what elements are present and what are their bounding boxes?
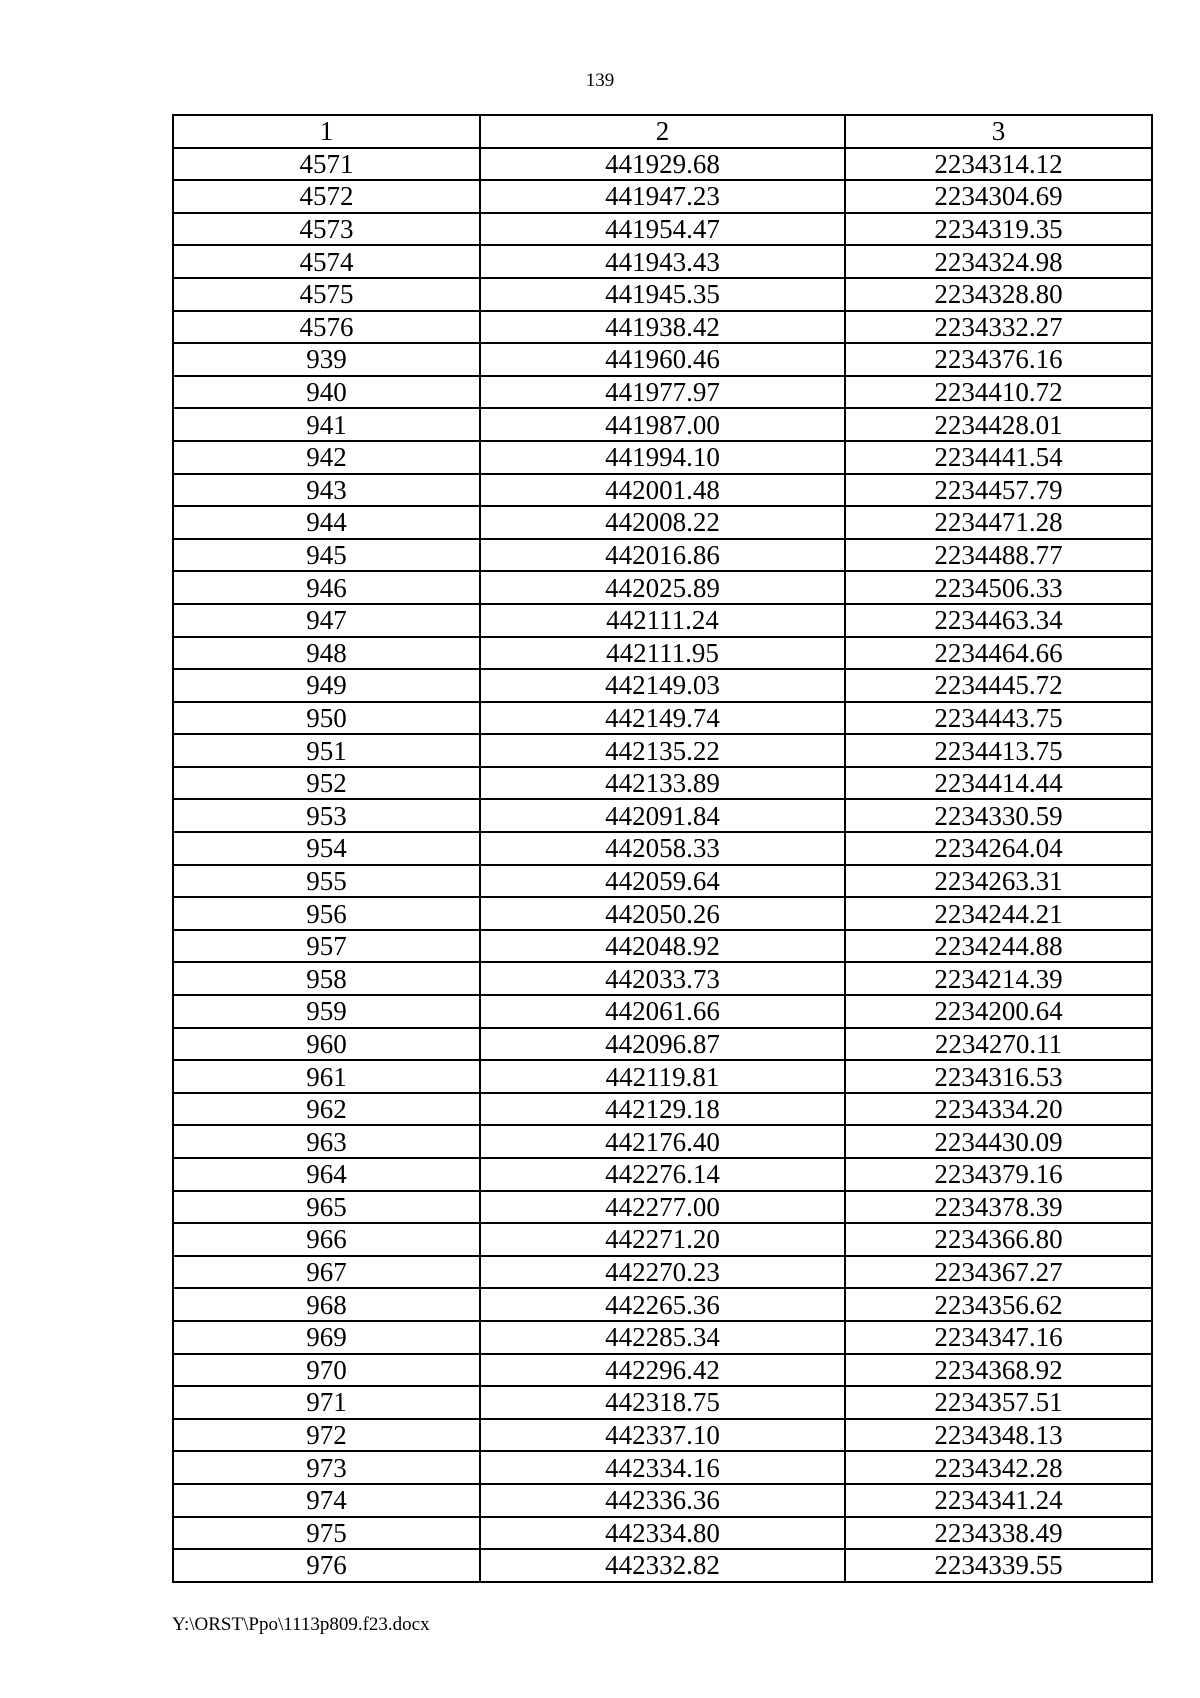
table-row (173, 343, 1152, 376)
point-number-cell: 4572 (173, 180, 480, 213)
x-coordinate-cell: 442176.40 (480, 1125, 845, 1158)
table-row (173, 1093, 1152, 1126)
y-coordinate-cell: 2234332.27 (845, 311, 1152, 344)
table-row (173, 278, 1152, 311)
table-row (173, 1354, 1152, 1387)
point-number-cell: 942 (173, 441, 480, 474)
point-number-cell: 4573 (173, 213, 480, 246)
point-number-cell: 944 (173, 506, 480, 539)
footer-file-path: Y:\ORST\Ppo\1113p809.f23.docx (172, 1614, 430, 1635)
x-coordinate-cell: 442033.73 (480, 962, 845, 995)
point-number-cell: 970 (173, 1354, 480, 1387)
y-coordinate-cell: 2234319.35 (845, 213, 1152, 246)
y-coordinate-cell: 2234366.80 (845, 1223, 1152, 1256)
x-coordinate-cell: 442059.64 (480, 865, 845, 898)
y-coordinate-cell: 2234428.01 (845, 408, 1152, 441)
y-coordinate-cell: 2234270.11 (845, 1028, 1152, 1061)
coordinates-table (172, 114, 1153, 1583)
point-number-cell: 4571 (173, 148, 480, 181)
table-row (173, 571, 1152, 604)
table-row (173, 767, 1152, 800)
x-coordinate-cell: 441987.00 (480, 408, 845, 441)
point-number-cell: 4575 (173, 278, 480, 311)
x-coordinate-cell: 442277.00 (480, 1191, 845, 1224)
table-row (173, 148, 1152, 181)
y-coordinate-cell: 2234200.64 (845, 995, 1152, 1028)
table-row (173, 539, 1152, 572)
point-number-cell: 951 (173, 734, 480, 767)
x-coordinate-cell: 441938.42 (480, 311, 845, 344)
point-number-cell: 969 (173, 1321, 480, 1354)
point-number-cell: 973 (173, 1451, 480, 1484)
x-coordinate-cell: 442025.89 (480, 571, 845, 604)
y-coordinate-cell: 2234457.79 (845, 474, 1152, 507)
column-header-3: 3 (845, 115, 1152, 148)
x-coordinate-cell: 442001.48 (480, 474, 845, 507)
table-row (173, 1517, 1152, 1550)
y-coordinate-cell: 2234413.75 (845, 734, 1152, 767)
point-number-cell: 4576 (173, 311, 480, 344)
y-coordinate-cell: 2234338.49 (845, 1517, 1152, 1550)
y-coordinate-cell: 2234410.72 (845, 376, 1152, 409)
point-number-cell: 952 (173, 767, 480, 800)
point-number-cell: 955 (173, 865, 480, 898)
x-coordinate-cell: 442091.84 (480, 799, 845, 832)
y-coordinate-cell: 2234339.55 (845, 1549, 1152, 1582)
point-number-cell: 958 (173, 962, 480, 995)
table-row (173, 1321, 1152, 1354)
y-coordinate-cell: 2234348.13 (845, 1419, 1152, 1452)
table-row (173, 376, 1152, 409)
y-coordinate-cell: 2234367.27 (845, 1256, 1152, 1289)
x-coordinate-cell: 442332.82 (480, 1549, 845, 1582)
x-coordinate-cell: 442119.81 (480, 1060, 845, 1093)
point-number-cell: 948 (173, 637, 480, 670)
y-coordinate-cell: 2234347.16 (845, 1321, 1152, 1354)
y-coordinate-cell: 2234430.09 (845, 1125, 1152, 1158)
point-number-cell: 963 (173, 1125, 480, 1158)
y-coordinate-cell: 2234324.98 (845, 245, 1152, 278)
point-number-cell: 974 (173, 1484, 480, 1517)
y-coordinate-cell: 2234441.54 (845, 441, 1152, 474)
point-number-cell: 971 (173, 1386, 480, 1419)
table-body (173, 148, 1152, 1582)
y-coordinate-cell: 2234443.75 (845, 702, 1152, 735)
y-coordinate-cell: 2234506.33 (845, 571, 1152, 604)
x-coordinate-cell: 441954.47 (480, 213, 845, 246)
point-number-cell: 975 (173, 1517, 480, 1550)
table-row (173, 1549, 1152, 1582)
x-coordinate-cell: 441943.43 (480, 245, 845, 278)
table-row (173, 897, 1152, 930)
x-coordinate-cell: 441994.10 (480, 441, 845, 474)
y-coordinate-cell: 2234357.51 (845, 1386, 1152, 1419)
point-number-cell: 949 (173, 669, 480, 702)
point-number-cell: 962 (173, 1093, 480, 1126)
table-row (173, 1451, 1152, 1484)
table-row (173, 408, 1152, 441)
point-number-cell: 972 (173, 1419, 480, 1452)
y-coordinate-cell: 2234244.21 (845, 897, 1152, 930)
y-coordinate-cell: 2234445.72 (845, 669, 1152, 702)
y-coordinate-cell: 2234314.12 (845, 148, 1152, 181)
point-number-cell: 961 (173, 1060, 480, 1093)
table-row (173, 1386, 1152, 1419)
x-coordinate-cell: 442285.34 (480, 1321, 845, 1354)
x-coordinate-cell: 442129.18 (480, 1093, 845, 1126)
x-coordinate-cell: 441929.68 (480, 148, 845, 181)
table-row (173, 1484, 1152, 1517)
y-coordinate-cell: 2234263.31 (845, 865, 1152, 898)
y-coordinate-cell: 2234304.69 (845, 180, 1152, 213)
point-number-cell: 947 (173, 604, 480, 637)
point-number-cell: 941 (173, 408, 480, 441)
x-coordinate-cell: 442149.74 (480, 702, 845, 735)
table-row (173, 637, 1152, 670)
y-coordinate-cell: 2234214.39 (845, 962, 1152, 995)
y-coordinate-cell: 2234334.20 (845, 1093, 1152, 1126)
table-row (173, 1028, 1152, 1061)
x-coordinate-cell: 442149.03 (480, 669, 845, 702)
table-row (173, 441, 1152, 474)
x-coordinate-cell: 441977.97 (480, 376, 845, 409)
x-coordinate-cell: 442265.36 (480, 1288, 845, 1321)
table-header-row (173, 115, 1152, 148)
table-row (173, 1288, 1152, 1321)
x-coordinate-cell: 442135.22 (480, 734, 845, 767)
table-row (173, 1060, 1152, 1093)
x-coordinate-cell: 442048.92 (480, 930, 845, 963)
x-coordinate-cell: 442050.26 (480, 897, 845, 930)
point-number-cell: 966 (173, 1223, 480, 1256)
point-number-cell: 959 (173, 995, 480, 1028)
table-row (173, 734, 1152, 767)
column-header-2: 2 (480, 115, 845, 148)
table-row (173, 1223, 1152, 1256)
x-coordinate-cell: 442096.87 (480, 1028, 845, 1061)
table-row (173, 1158, 1152, 1191)
point-number-cell: 957 (173, 930, 480, 963)
table-row (173, 1419, 1152, 1452)
table-row (173, 506, 1152, 539)
point-number-cell: 954 (173, 832, 480, 865)
table-row (173, 799, 1152, 832)
table-row (173, 245, 1152, 278)
point-number-cell: 967 (173, 1256, 480, 1289)
y-coordinate-cell: 2234379.16 (845, 1158, 1152, 1191)
point-number-cell: 946 (173, 571, 480, 604)
y-coordinate-cell: 2234356.62 (845, 1288, 1152, 1321)
point-number-cell: 940 (173, 376, 480, 409)
y-coordinate-cell: 2234471.28 (845, 506, 1152, 539)
y-coordinate-cell: 2234341.24 (845, 1484, 1152, 1517)
x-coordinate-cell: 442337.10 (480, 1419, 845, 1452)
x-coordinate-cell: 442058.33 (480, 832, 845, 865)
table-row (173, 213, 1152, 246)
table-row (173, 1256, 1152, 1289)
table-row (173, 995, 1152, 1028)
point-number-cell: 976 (173, 1549, 480, 1582)
table-row (173, 1191, 1152, 1224)
x-coordinate-cell: 442016.86 (480, 539, 845, 572)
y-coordinate-cell: 2234328.80 (845, 278, 1152, 311)
page-number: 139 (585, 70, 615, 91)
x-coordinate-cell: 442271.20 (480, 1223, 845, 1256)
point-number-cell: 953 (173, 799, 480, 832)
table-row (173, 865, 1152, 898)
point-number-cell: 939 (173, 343, 480, 376)
y-coordinate-cell: 2234488.77 (845, 539, 1152, 572)
table-row (173, 604, 1152, 637)
y-coordinate-cell: 2234316.53 (845, 1060, 1152, 1093)
table-row (173, 669, 1152, 702)
y-coordinate-cell: 2234378.39 (845, 1191, 1152, 1224)
x-coordinate-cell: 442270.23 (480, 1256, 845, 1289)
x-coordinate-cell: 442276.14 (480, 1158, 845, 1191)
point-number-cell: 950 (173, 702, 480, 735)
x-coordinate-cell: 442008.22 (480, 506, 845, 539)
table-row (173, 474, 1152, 507)
point-number-cell: 956 (173, 897, 480, 930)
y-coordinate-cell: 2234464.66 (845, 637, 1152, 670)
point-number-cell: 945 (173, 539, 480, 572)
x-coordinate-cell: 441947.23 (480, 180, 845, 213)
x-coordinate-cell: 442334.80 (480, 1517, 845, 1550)
x-coordinate-cell: 442296.42 (480, 1354, 845, 1387)
table-row (173, 180, 1152, 213)
y-coordinate-cell: 2234414.44 (845, 767, 1152, 800)
x-coordinate-cell: 442334.16 (480, 1451, 845, 1484)
x-coordinate-cell: 442133.89 (480, 767, 845, 800)
x-coordinate-cell: 442111.24 (480, 604, 845, 637)
x-coordinate-cell: 442336.36 (480, 1484, 845, 1517)
point-number-cell: 4574 (173, 245, 480, 278)
column-header-1: 1 (173, 115, 480, 148)
y-coordinate-cell: 2234463.34 (845, 604, 1152, 637)
y-coordinate-cell: 2234244.88 (845, 930, 1152, 963)
point-number-cell: 943 (173, 474, 480, 507)
y-coordinate-cell: 2234330.59 (845, 799, 1152, 832)
x-coordinate-cell: 442318.75 (480, 1386, 845, 1419)
table-row (173, 930, 1152, 963)
point-number-cell: 960 (173, 1028, 480, 1061)
table-row (173, 311, 1152, 344)
y-coordinate-cell: 2234264.04 (845, 832, 1152, 865)
table-row (173, 962, 1152, 995)
point-number-cell: 968 (173, 1288, 480, 1321)
y-coordinate-cell: 2234368.92 (845, 1354, 1152, 1387)
point-number-cell: 964 (173, 1158, 480, 1191)
x-coordinate-cell: 442111.95 (480, 637, 845, 670)
table-row (173, 702, 1152, 735)
y-coordinate-cell: 2234376.16 (845, 343, 1152, 376)
point-number-cell: 965 (173, 1191, 480, 1224)
x-coordinate-cell: 442061.66 (480, 995, 845, 1028)
table-row (173, 1125, 1152, 1158)
x-coordinate-cell: 441960.46 (480, 343, 845, 376)
x-coordinate-cell: 441945.35 (480, 278, 845, 311)
table-row (173, 832, 1152, 865)
y-coordinate-cell: 2234342.28 (845, 1451, 1152, 1484)
